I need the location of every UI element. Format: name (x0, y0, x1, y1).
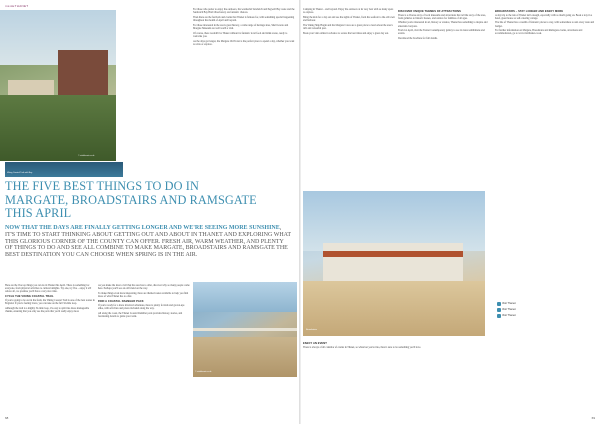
seafront-photo-caption: © visitthanet.co.uk (195, 371, 212, 373)
paragraph: As the days get longer, the Margate Old Town is the perfect place to spend a day, whether you want to relax or explore. (193, 39, 295, 46)
subheading-rambler-pack: FIND A COASTAL RAMBLER PACK (98, 299, 144, 303)
paragraph: The Isle of Thanet has a wealth of fantastic places to stay, with somewhere to suit every taste and budget. (495, 21, 595, 28)
photo-beach (303, 281, 485, 336)
broadstairs-photo-caption: Broadstairs (306, 329, 318, 331)
right-column-3 (495, 8, 597, 298)
paragraph: To make things even more interesting, there are themed routes available to help you find more of what Thanet has to offer. (98, 291, 189, 299)
subheading-stay-longer: BROADSTAIRS – STAY LONGER AND ENJOY MORE (495, 9, 564, 13)
photo-building-band (323, 251, 463, 257)
paragraph: Of course, there wouldn't be Thanet without its fantastic local food and drink scene, ready to welcome you. (193, 31, 288, 38)
paragraph: Although the trail is a mighty 32-mile loop, it's easy to split into more manageable chunks, ensuring that you only see the parts that you'd really enjoy most. (5, 306, 89, 314)
social-label: Visit Thanet (502, 308, 516, 312)
photo-sky (303, 191, 485, 251)
social-link-instagram[interactable] (497, 314, 516, 318)
photo-roof (58, 50, 108, 95)
right-events-block (303, 340, 485, 410)
paragraph: For those who prefer to enjoy the outdoors, the wonderful Sandwich and Pegwell Bay route and the Sandwich Bay Bird Observatory are fantastic choices. (193, 8, 295, 15)
instagram-icon (497, 314, 501, 318)
page-number-left: 68 (5, 416, 9, 420)
paragraph: All along the coast, the Thanet Coastal Rambler pack provides history, stories, and fascinating details to guide your walk. (98, 311, 183, 318)
paragraph: Whether you're interested in art, history or science, Thanet has something to inspire and entertain everyone. (398, 21, 488, 28)
photo-sea (193, 282, 297, 312)
lead-text: , IT'S TIME TO START THINKING ABOUT GETTING OUT AND ABOUT IN THANET AND EXPLORING WHAT THIS GLORIOUS CORNER OF THE COUNTY CAN OFFER. FRESH AIR, WARM WEATHER, AND PLENTY OF THINGS TO DO AND SEE ALL COMBINE TO MAKE MARGATE, BROADSTAIRS AND RAMSGATE THE BEST DESTINATION YOU CAN CHOOSE WHEN SPRING IS IN THE AIR. (5, 225, 291, 258)
masthead: insideTHANET (5, 4, 29, 8)
paragraph: Book your visit online in advance to secure the best times and enjoy a great day out. (303, 31, 389, 35)
paragraph: A day trip to the isle of Thanet isn't enough, especially with so much going on. Book a stay in a hotel, guest house or self-catering cottage. (495, 13, 593, 20)
left-column-2 (98, 284, 190, 414)
broadstairs-photo (303, 191, 485, 336)
page-number-right: 69 (591, 416, 595, 420)
article-lead (5, 225, 292, 259)
photo-railing (193, 328, 297, 331)
social-label: Visit Thanet (502, 302, 516, 306)
paragraph: From 1st April, visit the Turner Contemporary gallery to see its latest exhibitions and events. (398, 29, 485, 36)
paragraph: There is a diverse array of local museums and attractions that tell the story of the area, from galleries to historic houses, and centres for families of all ages. (398, 13, 486, 20)
article-title (5, 180, 297, 221)
photo-building (323, 243, 463, 281)
right-column-1 (303, 8, 395, 188)
seafront-photo (193, 282, 297, 377)
paragraph: If you're ready for a more involved adventure, there is plenty for kids and grown-ups alike, with activities and prizes included along the way. (98, 303, 185, 310)
paragraph: Then there are the festivals and events that Thanet is famous for, with something special happening throughout the month of April and beyond. (193, 15, 295, 23)
paragraph: There is always a full calendar of events in Thanet, so whatever you're into, there's sure to be something you'll love. (303, 345, 421, 349)
paragraph: Camping in Thanet – and beyond. Enjoy the outdoors at its very best with so many spots to explore. (303, 8, 394, 15)
lead-emphasis: NOW THAT THE DAYS ARE FINALLY GETTING LONGER AND WE'RE SEEING MORE SUNSHINE (5, 225, 280, 231)
paragraph: If you're going to be out in the fresh, the Viking Coastal Trail is one of the best routes in England. If you're feeling brave, you can take on the full 32-mile loop. (5, 299, 95, 306)
intro-paragraph: Here are the five top things you can do in Thanet this April. There is something for everyone, from physical activities to cultural delights. Try one, try five – enjoy it all! Above all, we promise you'll have a very nice time. (5, 284, 92, 294)
paragraph: For those interested in the area's great history, a wide range of heritage sites, Shell Grotto and Margate Museum are well worth a visit. (193, 23, 289, 30)
paragraph: As you make the most of all that the area has to offer, discover why so many people come here. Perhaps you'll see an old friend on the way. (98, 284, 190, 291)
social-link-twitter[interactable] (497, 308, 516, 312)
social-label: Visit Thanet (502, 314, 516, 318)
subheading-event: ENJOY AN EVENT (303, 341, 327, 345)
title-line-3: THIS APRIL (5, 206, 72, 220)
facebook-icon (497, 302, 501, 306)
photo-credit: © visitthanet.co.uk (78, 155, 95, 157)
trail-photo-caption: Viking Coastal Trail with Bay (7, 172, 33, 174)
title-line-1: THE FIVE BEST THINGS TO DO IN (5, 179, 199, 193)
photo-trees (0, 95, 116, 161)
paragraph: The Viking Ship Hugin and the Margate Caves are a great place to learn about the area's rich and colourful past. (303, 23, 393, 30)
left-page (0, 0, 299, 424)
left-column-1 (5, 284, 95, 414)
right-column-2 (398, 8, 488, 188)
paragraph: Bring the kids for a day out and see the sights of Thanet, from the seafront to the old town and harbour. (303, 15, 395, 23)
trail-photo-strip (5, 162, 123, 177)
paragraph: Download the brochure for full details. (398, 37, 438, 41)
subheading-attractions: DISCOVER UNIQUE THEMES OF ATTRACTIONS (398, 9, 461, 13)
paragraph: For further information on Margate, Broadstairs and Ramsgate events, attractions and accommodation, go to www.visitthanet.co.uk. (495, 29, 583, 36)
subheading-viking-trail: CYCLE THE VIKING COASTAL TRAIL (5, 295, 54, 299)
twitter-icon (497, 308, 501, 312)
social-link-facebook[interactable] (497, 302, 516, 306)
right-page (301, 0, 600, 424)
left-column-3 (193, 8, 295, 176)
coastal-photo (0, 10, 116, 161)
title-line-2: MARGATE, BROADSTAIRS AND RAMSGATE (5, 192, 257, 207)
